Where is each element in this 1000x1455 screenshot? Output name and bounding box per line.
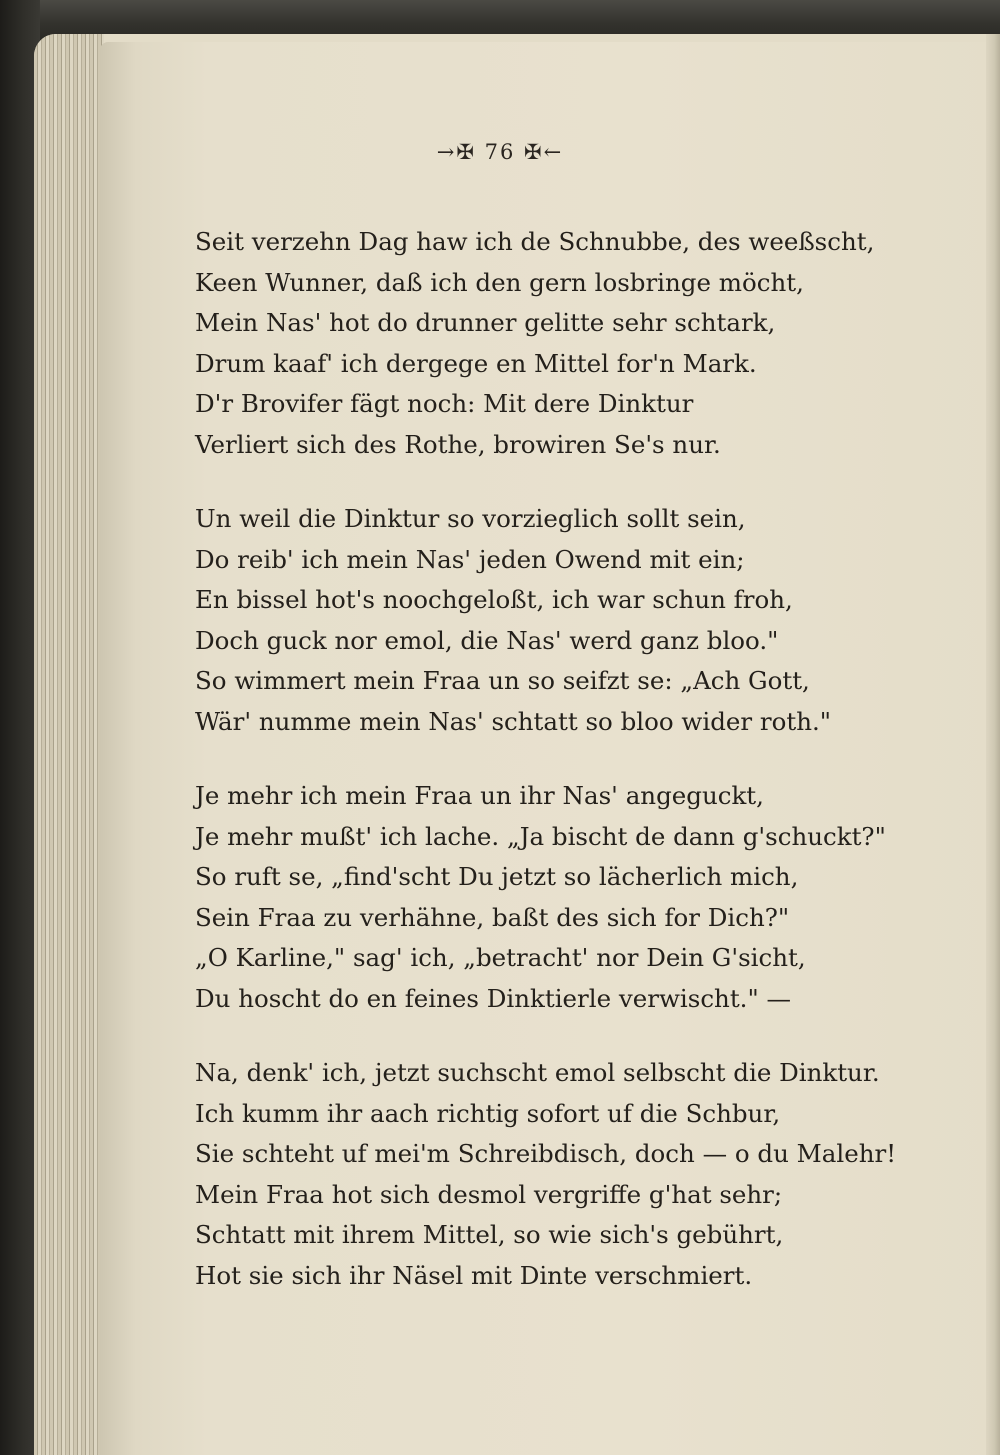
poem-line: Je mehr ich mein Fraa un ihr Nas' angeguckt,	[195, 781, 764, 810]
poem-line: Du hoscht do en feines Dinktierle verwischt." —	[195, 983, 792, 1013]
stanza-4	[195, 1053, 915, 1296]
stanza-2	[195, 499, 915, 742]
poem-line: So ruft se, „find'scht Du jetzt so lächerlich mich,	[195, 862, 799, 891]
poem-line: Seit verzehn Dag haw ich de Schnubbe, des weeßscht,	[195, 227, 875, 256]
page-right-edge	[986, 34, 1000, 1455]
stanza-1	[195, 222, 915, 465]
poem-line: D'r Brovifer fägt noch: Mit dere Dinktur	[195, 389, 694, 418]
page-edges	[34, 34, 104, 1455]
poem-line: Keen Wunner, daß ich den gern losbringe möcht,	[195, 267, 804, 297]
poem-line: Je mehr mußt' ich lache. „Ja bischt de dann g'schuckt?"	[195, 821, 886, 851]
poem-line: Wär' numme mein Nas' schtatt so bloo wider roth."	[195, 706, 832, 736]
poem-line: Sie schteht uf mei'm Schreibdisch, doch — o du Malehr!	[195, 1139, 897, 1168]
poem-line: Do reib' ich mein Nas' jeden Owend mit ein;	[195, 544, 745, 574]
poem-line: Mein Nas' hot do drunner gelitte sehr schtark,	[195, 308, 776, 337]
poem-line: Mein Fraa hot sich desmol vergriffe g'hat sehr;	[195, 1179, 783, 1209]
poem	[195, 222, 915, 1330]
poem-line: Schtatt mit ihrem Mittel, so wie sich's gebührt,	[195, 1220, 784, 1249]
poem-line: Ich kumm ihr aach richtig sofort uf die Schbur,	[195, 1098, 781, 1128]
poem-line: Un weil die Dinktur so vorzieglich sollt sein,	[195, 504, 746, 533]
poem-line: Drum kaaf' ich dergege en Mittel for'n Mark.	[195, 348, 757, 378]
poem-line: Sein Fraa zu verhähne, baßt des sich for Dich?"	[195, 902, 790, 932]
poem-line: En bissel hot's noochgeloßt, ich war schun froh,	[195, 585, 793, 614]
poem-line: Hot sie sich ihr Näsel mit Dinte verschmiert.	[195, 1260, 753, 1290]
poem-line: Verliert sich des Rothe, browiren Se's nur.	[195, 429, 721, 459]
poem-line: So wimmert mein Fraa un so seifzt se: „Ach Gott,	[195, 666, 810, 695]
poem-line: Doch guck nor emol, die Nas' werd ganz bloo."	[195, 625, 779, 655]
poem-line: Na, denk' ich, jetzt suchscht emol selbscht die Dinktur.	[195, 1058, 880, 1087]
page-number: →✠ 76 ✠←	[436, 140, 564, 164]
poem-line: „O Karline," sag' ich, „betracht' nor Dein G'sicht,	[195, 943, 806, 972]
stanza-3	[195, 776, 915, 1019]
